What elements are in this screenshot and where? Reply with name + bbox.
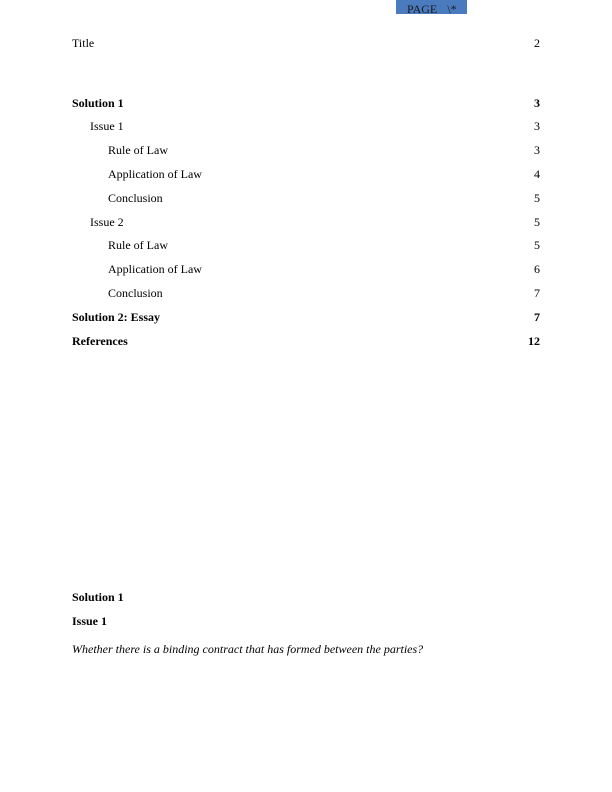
toc-entry-conclusion[interactable] — [72, 190, 540, 206]
issue-question: Whether there is a binding contract that has formed between the parties? — [72, 642, 424, 656]
toc-entry-issue-2[interactable] — [72, 214, 540, 230]
toc-entry-application-of-law[interactable] — [72, 166, 540, 182]
toc-entry-label: Application of Law — [108, 167, 202, 181]
toc-entry-page: 3 — [534, 143, 540, 157]
toc-entry-page: 2 — [534, 36, 540, 50]
toc-entry-label: Rule of Law — [108, 238, 168, 252]
toc-entry-title[interactable] — [72, 35, 540, 51]
page-number-field[interactable] — [396, 0, 467, 14]
solution-heading: Solution 1 — [72, 590, 124, 604]
toc-entry-page: 3 — [534, 96, 540, 110]
toc-entry-label: Solution 2: Essay — [72, 310, 161, 324]
toc-entry-label: Conclusion — [108, 286, 163, 300]
field-code: PAGE — [407, 2, 438, 14]
toc-entry-page: 5 — [534, 215, 540, 229]
toc-entry-references[interactable] — [72, 333, 540, 349]
toc-entry-label: Conclusion — [108, 191, 163, 205]
toc-entry-conclusion[interactable] — [72, 285, 540, 301]
toc-entry-label: Application of Law — [108, 262, 202, 276]
toc-entry-label: Issue 2 — [90, 215, 124, 229]
toc-entry-rule-of-law[interactable] — [72, 142, 540, 158]
toc-entry-page: 6 — [534, 262, 540, 276]
toc-entry-page: 3 — [534, 119, 540, 133]
toc-entry-page: 5 — [534, 238, 540, 252]
toc-entry-label: Rule of Law — [108, 143, 168, 157]
toc-entry-page: 7 — [534, 286, 540, 300]
toc-entry-page: 12 — [528, 334, 540, 348]
toc-entry-application-of-law[interactable] — [72, 261, 540, 277]
toc-entry-solution-2-essay[interactable] — [72, 309, 540, 325]
issue-heading: Issue 1 — [72, 614, 108, 628]
toc-entry-label: References — [72, 334, 128, 348]
toc-entry-solution-1[interactable] — [72, 95, 540, 111]
toc-entry-issue-1[interactable] — [72, 118, 540, 134]
toc-entry-label: Title — [72, 36, 95, 50]
toc-entry-label: Solution 1 — [72, 96, 124, 110]
toc-entry-label: Issue 1 — [90, 119, 124, 133]
field-switch: \* — [447, 2, 457, 14]
toc-entry-page: 4 — [534, 167, 540, 181]
toc-entry-rule-of-law[interactable] — [72, 237, 540, 253]
toc-entry-page: 5 — [534, 191, 540, 205]
toc-entry-page: 7 — [534, 310, 540, 324]
